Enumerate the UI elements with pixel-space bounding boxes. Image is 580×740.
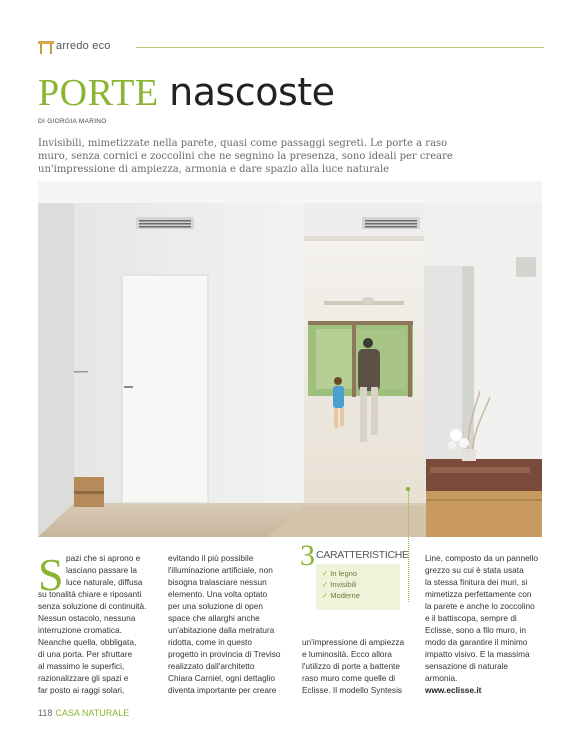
body-line: un'abitazione dalla metratura: [168, 625, 275, 635]
lead-line: Invisibili, mimetizzate nella parete, quasi come passaggi segreti. Le porte a raso: [38, 138, 448, 149]
body-line: ridotta, come in questo: [168, 637, 252, 647]
features-item-label: In legno: [330, 569, 357, 578]
features-item-label: Invisibili: [330, 580, 357, 589]
body-line: l'utilizzo di porte a battente: [302, 661, 400, 671]
body-line: sensazione di naturale: [425, 661, 509, 671]
page-number: 118: [38, 708, 53, 718]
stool-icon: [38, 40, 54, 54]
body-line: modo da garantire il minimo: [425, 637, 528, 647]
article-title: [38, 70, 335, 115]
body-line: un'impressione di ampiezza: [302, 637, 405, 647]
features-title: CARATTERISTICHE: [316, 549, 409, 561]
body-line: bisogna tralasciare nessun: [168, 577, 267, 587]
body-line: Neanche quella, obbligata,: [38, 637, 137, 647]
body-line: Line, composto da un pannello: [425, 553, 539, 563]
body-line: space che allarghi anche: [168, 613, 260, 623]
page-footer: [38, 708, 129, 718]
features-item-label: Moderne: [330, 591, 360, 600]
check-icon: ✓: [322, 569, 329, 578]
body-line: la stessa finitura dei muri, si: [425, 577, 528, 587]
features-item: [322, 568, 400, 579]
check-icon: ✓: [322, 580, 329, 589]
callout-dot: [406, 487, 410, 491]
body-line: diventa importante per creare: [168, 685, 277, 695]
body-line: e il battiscopa, sempre di: [425, 613, 517, 623]
callout-line: [408, 490, 409, 602]
interior-photo: [38, 181, 542, 537]
body-line: di una porta. Per sfruttare: [38, 649, 133, 659]
body-column-4: [425, 552, 545, 696]
body-line: mimetizza perfettamente con: [425, 589, 532, 599]
lead-line: un'impressione di ampiezza, armonia e dare spazio alla luce naturale: [38, 164, 390, 175]
body-line: impatto visivo. E la massima: [425, 649, 530, 659]
body-line: la parete e anche lo zoccolino: [425, 601, 535, 611]
body-line: senza soluzione di continuità.: [38, 601, 147, 611]
section-header: [38, 40, 544, 54]
features-list: [316, 564, 400, 610]
byline: DI GIORGIA MARINO: [38, 118, 107, 125]
lead-line: muro, senza cornici e zoccolini che ne segnino la presenza, sono ideali per creare: [38, 151, 453, 162]
body-line: Chiara Carniel, ogni dettaglio: [168, 673, 276, 683]
body-line: al massimo le superfici,: [38, 661, 125, 671]
body-line: e luminosità. Ecco allora: [302, 649, 392, 659]
body-line: luce naturale, diffusa: [66, 577, 143, 587]
body-line: elemento. Una volta optato: [168, 589, 268, 599]
body-line: pazi che si aprono e: [66, 553, 141, 563]
body-column-2: [168, 552, 286, 696]
body-line: Nessun ostacolo, nessuna: [38, 613, 136, 623]
body-line: armonia.: [425, 673, 458, 683]
section-rule: [136, 47, 544, 48]
body-line: progetto in provincia di Treviso: [168, 649, 281, 659]
body-line: grezzo su cui è stata usata: [425, 565, 524, 575]
drop-cap: S: [38, 549, 64, 600]
features-box: [300, 540, 410, 626]
body-line: Eclisse, sono a filo muro, in: [425, 625, 526, 635]
features-number: 3: [300, 539, 315, 572]
body-line: interruzione cromatica.: [38, 625, 122, 635]
body-column-3: [302, 636, 414, 696]
body-line: l'illuminazione artificiale, non: [168, 565, 273, 575]
title-rest: nascoste: [169, 70, 335, 114]
check-icon: ✓: [322, 591, 329, 600]
features-item: [322, 590, 400, 601]
website-link[interactable]: www.eclisse.it: [425, 685, 482, 695]
body-line: raso muro come quelle di: [302, 673, 396, 683]
body-line: Eclisse. Il modello Syntesis: [302, 685, 403, 695]
section-label: arredo eco: [56, 40, 111, 52]
lead-paragraph: [38, 137, 548, 176]
body-line: evitando il più possibile: [168, 553, 254, 563]
body-line: razionalizzare gli spazi e: [38, 673, 129, 683]
features-item: [322, 579, 400, 590]
body-line: lasciano passare la: [66, 565, 138, 575]
body-line: realizzato dall'architetto: [168, 661, 255, 671]
body-line: su tonalità chiare e riposanti: [38, 589, 142, 599]
body-line: far posto ai raggi solari,: [38, 685, 125, 695]
magazine-name: CASA NATURALE: [55, 708, 130, 718]
body-line: per una soluzione di open: [168, 601, 264, 611]
body-column-1: [38, 549, 158, 696]
title-highlight: PORTE: [38, 72, 159, 114]
